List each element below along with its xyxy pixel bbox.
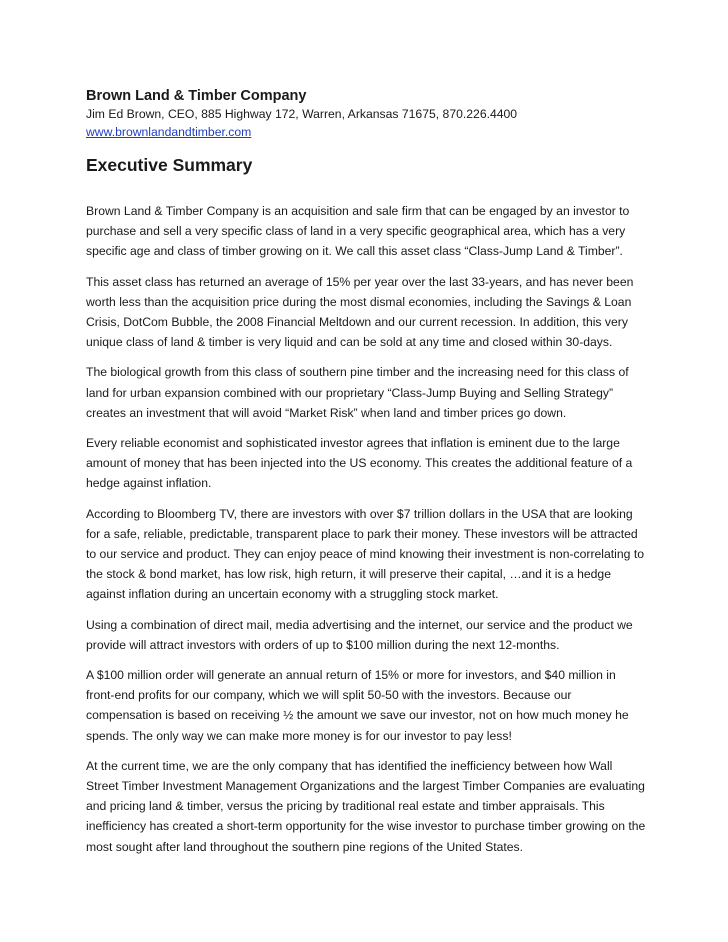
paragraph-7: A $100 million order will generate an annual return of 15% or more for investors, and $40 million in front-end profits for our company, which we will split 50-50 with the investors. Because our compensation is based on receiving ½ the amount we save our investor, not on how much money he spends. The only way we can make more money is for our investor to pay less! bbox=[86, 668, 629, 743]
contact-line: Jim Ed Brown, CEO, 885 Highway 172, Warren, Arkansas 71675, 870.226.4400 bbox=[86, 107, 518, 121]
paragraph-6: Using a combination of direct mail, media advertising and the internet, our service and the product we provide will attract investors with orders of up to $100 million during the next 12-months. bbox=[86, 617, 633, 652]
paragraph-4: Every reliable economist and sophisticated investor agrees that inflation is eminent due to the large amount of money that has been injected into the US economy. This creates the additional feature of a hedge against inflation. bbox=[86, 436, 633, 491]
paragraph-5: According to Bloomberg TV, there are investors with over $7 trillion dollars in the USA that are looking for a safe, reliable, predictable, transparent place to park their money. These investors will be attracted to our service and product. They can enjoy peace of mind knowing their investment is non-correlating to the stock & bond market, has low risk, high return, it will preserve their capital, …and it is a hedge against inflation during an uncertain economy with a struggling stock market. bbox=[86, 506, 644, 602]
paragraph-8: At the current time, we are the only company that has identified the inefficiency between how Wall Street Timber Investment Management Organizations and the largest Timber Companies are evaluating and pricing land & timber, versus the pricing by traditional real estate and timber appraisals. This inefficiency has created a short-term opportunity for the wise investor to purchase timber growing on the most sought after land throughout the southern pine regions of the United States. bbox=[86, 758, 646, 854]
letterhead bbox=[86, 86, 646, 141]
document-page bbox=[86, 86, 646, 867]
paragraph-3: The biological growth from this class of southern pine timber and the increasing need for this class of land for urban expansion combined with our proprietary “Class-Jump Buying and Selling Strategy” creates an investment that will avoid “Market Risk” when land and timber prices go down. bbox=[86, 365, 629, 420]
paragraph-2: This asset class has returned an average of 15% per year over the last 33-years, and has never been worth less than the acquisition price during the most dismal economies, including the Savings & Loan Crisis, DotCom Bubble, the 2008 Financial Meltdown and our current recession. In addition, this very unique class of land & timber is very liquid and can be sold at any time and closed within 30-days. bbox=[86, 274, 634, 350]
website-link[interactable]: www.brownlandandtimber.com bbox=[86, 125, 252, 139]
company-name: Brown Land & Timber Company bbox=[86, 88, 307, 104]
summary-body bbox=[86, 201, 646, 857]
paragraph-1: Brown Land & Timber Company is an acquisition and sale firm that can be engaged by an investor to purchase and sell a very specific class of land in a very specific geographical area, which has a very specific age and class of timber growing on it. We call this asset class “Class-Jump Land & Timber”. bbox=[86, 204, 630, 259]
section-title: Executive Summary bbox=[86, 155, 253, 175]
